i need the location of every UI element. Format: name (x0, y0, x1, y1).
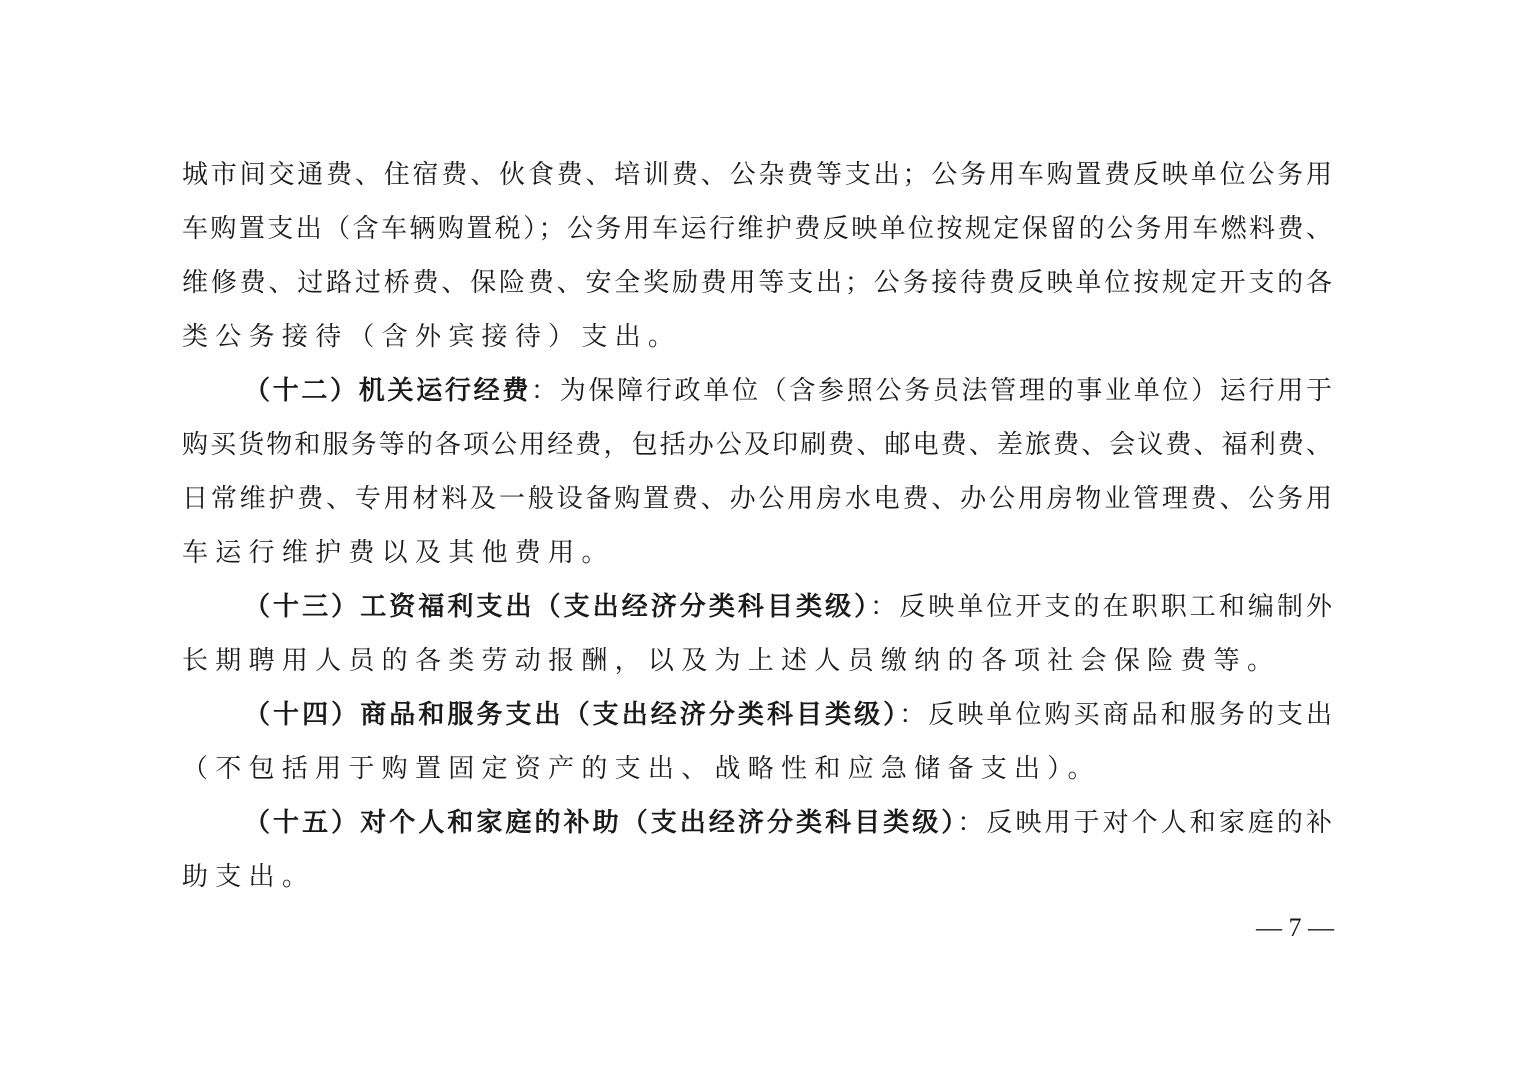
section-text: ：反映单位购买商品和服务的支出 (899, 700, 1332, 730)
paragraph-line: 助支出。 (182, 862, 316, 892)
paragraph-line: 日常维护费、专用材料及一般设备购置费、办公用房水电费、办公用房物业管理费、公务用 (182, 484, 1332, 514)
section-text: ：反映用于对个人和家庭的补 (957, 808, 1332, 838)
paragraph-line: 车运行维护费以及其他费用。 (182, 538, 615, 568)
paragraph-line: 维修费、过路过桥费、保险费、安全奖励费用等支出；公务接待费反映单位按规定开支的各 (182, 268, 1332, 298)
section-first-line (182, 364, 1332, 418)
section-first-line (182, 796, 1332, 850)
section-text: ：反映单位开支的在职职工和编制外 (870, 592, 1332, 622)
page-number: — 7 — (1256, 913, 1334, 942)
paragraph-line: 长期聘用人员的各类劳动报酬，以及为上述人员缴纳的各项社会保险费等。 (182, 646, 1281, 676)
body-text (182, 148, 1332, 904)
section-text: ：为保障行政单位（含参照公务员法管理的事业单位）运行用于 (531, 376, 1332, 406)
section-first-line (182, 688, 1332, 742)
section-heading: （十四）商品和服务支出（支出经济分类科目类级） (244, 700, 900, 730)
paragraph-line: 类公务接待（含外宾接待）支出。 (182, 322, 682, 352)
paragraph-line: 购买货物和服务等的各项公用经费，包括办公及印刷费、邮电费、差旅费、会议费、福利费、 (182, 430, 1332, 460)
section-heading: （十二）机关运行经费 (244, 376, 532, 406)
paragraph-line: 城市间交通费、住宿费、伙食费、培训费、公杂费等支出；公务用车购置费反映单位公务用 (182, 160, 1332, 190)
paragraph-line: 车购置支出（含车辆购置税）；公务用车运行维护费反映单位按规定保留的公务用车燃料费、 (182, 214, 1332, 244)
section-heading: （十三）工资福利支出（支出经济分类科目类级） (244, 592, 871, 622)
paragraph-line: （不包括用于购置固定资产的支出、战略性和应急储备支出）。 (182, 754, 1101, 784)
section-heading: （十五）对个人和家庭的补助（支出经济分类科目类级） (244, 808, 958, 838)
section-first-line (182, 580, 1332, 634)
